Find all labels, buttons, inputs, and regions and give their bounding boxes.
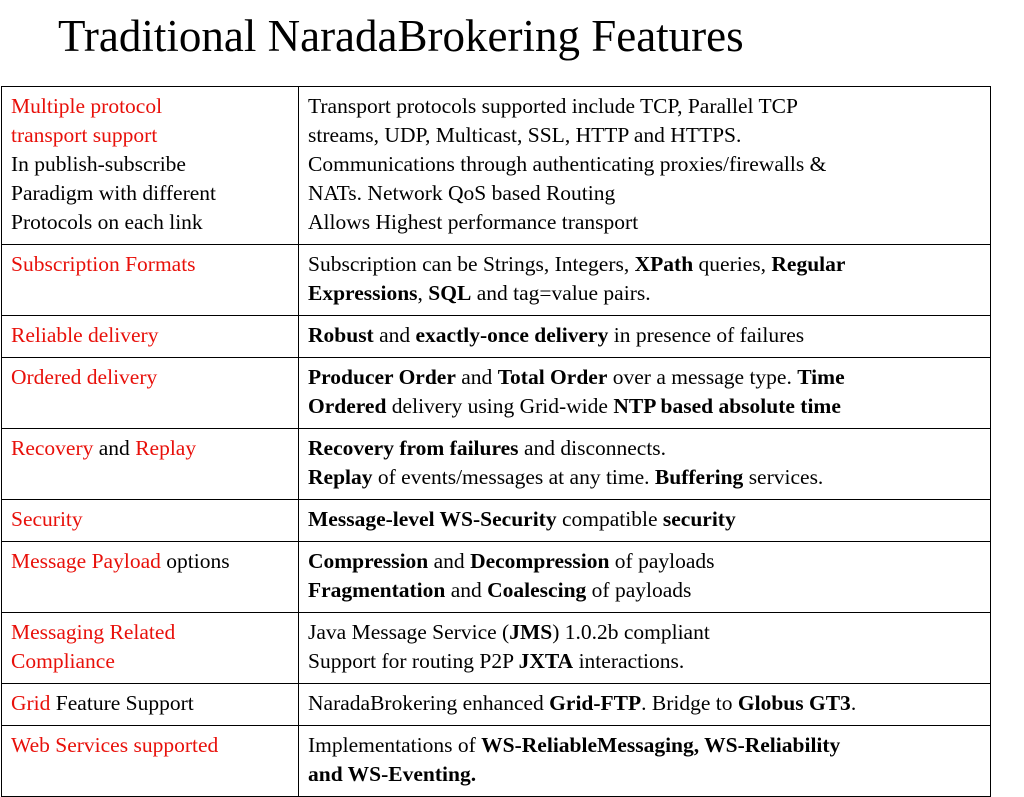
text-line	[308, 731, 981, 760]
bold-text-segment: WS-ReliableMessaging, WS-Reliability	[481, 733, 841, 757]
text-line	[11, 505, 289, 534]
text-line	[308, 121, 981, 150]
bold-text-segment: Time	[797, 365, 845, 389]
text-line	[308, 547, 981, 576]
text-line	[308, 576, 981, 605]
highlight-text-segment: Reliable delivery	[11, 323, 159, 347]
text-segment: options	[160, 549, 230, 573]
text-line	[11, 618, 289, 647]
table-row	[2, 316, 991, 358]
description-cell	[299, 726, 991, 797]
highlight-text-segment: Messaging Related	[11, 620, 176, 644]
table-row	[2, 245, 991, 316]
feature-cell	[2, 542, 299, 613]
feature-cell	[2, 684, 299, 726]
text-line	[308, 618, 981, 647]
text-segment: of payloads	[586, 578, 692, 602]
highlight-text-segment: Grid	[11, 691, 51, 715]
feature-cell	[2, 726, 299, 797]
highlight-text-segment: Compliance	[11, 649, 115, 673]
text-segment: ,	[417, 281, 429, 305]
text-segment: Support for routing P2P	[308, 649, 519, 673]
description-cell	[299, 613, 991, 684]
text-segment: services.	[743, 465, 824, 489]
text-segment: .	[850, 691, 857, 715]
text-line	[308, 434, 981, 463]
text-line	[308, 463, 981, 492]
bold-text-segment: Globus GT3	[737, 691, 851, 715]
text-segment: of events/messages at any time.	[372, 465, 655, 489]
text-segment: interactions.	[573, 649, 685, 673]
text-segment: Allows Highest performance transport	[308, 210, 639, 234]
text-segment: of payloads	[609, 549, 715, 573]
bold-text-segment: Producer Order	[308, 365, 456, 389]
text-segment: and	[445, 578, 488, 602]
text-line	[308, 279, 981, 308]
text-segment: ) 1.0.2b compliant	[552, 620, 710, 644]
features-table-body	[2, 87, 991, 797]
highlight-text-segment: Multiple protocol	[11, 94, 163, 118]
bold-text-segment: Total Order	[497, 365, 608, 389]
bold-text-segment: XPath	[634, 252, 694, 276]
text-segment: and tag=value pairs.	[471, 281, 651, 305]
text-line	[11, 208, 289, 237]
description-cell	[299, 316, 991, 358]
feature-cell	[2, 613, 299, 684]
text-line	[11, 179, 289, 208]
description-cell	[299, 429, 991, 500]
text-segment: and	[428, 549, 471, 573]
bold-text-segment: JXTA	[518, 649, 574, 673]
bold-text-segment: Robust	[308, 323, 374, 347]
text-segment: compatible	[556, 507, 663, 531]
bold-text-segment: security	[662, 507, 736, 531]
text-line	[308, 250, 981, 279]
text-line	[308, 505, 981, 534]
text-line	[11, 647, 289, 676]
highlight-text-segment: Subscription Formats	[11, 252, 196, 276]
text-line	[11, 689, 289, 718]
bold-text-segment: JMS	[509, 620, 553, 644]
text-segment: over a message type.	[607, 365, 798, 389]
text-line	[11, 150, 289, 179]
bold-text-segment: Recovery from failures	[308, 436, 519, 460]
slide-title: Traditional NaradaBrokering Features	[58, 11, 744, 61]
bold-text-segment: Fragmentation	[308, 578, 446, 602]
text-line	[308, 392, 981, 421]
highlight-text-segment: Security	[11, 507, 83, 531]
feature-cell	[2, 358, 299, 429]
text-line	[308, 179, 981, 208]
text-line	[11, 434, 289, 463]
text-segment: NATs. Network QoS based Routing	[308, 181, 616, 205]
text-segment: streams, UDP, Multicast, SSL, HTTP and HTTPS.	[308, 123, 742, 147]
text-line	[308, 363, 981, 392]
feature-cell	[2, 245, 299, 316]
text-segment: Implementations of	[308, 733, 482, 757]
bold-text-segment: and WS-Eventing.	[308, 762, 477, 786]
bold-text-segment: Decompression	[470, 549, 610, 573]
bold-text-segment: Ordered	[308, 394, 387, 418]
description-cell	[299, 684, 991, 726]
text-line	[308, 150, 981, 179]
text-segment: Java Message Service (	[308, 620, 510, 644]
feature-cell	[2, 429, 299, 500]
text-line	[11, 731, 289, 760]
text-line	[11, 250, 289, 279]
description-cell	[299, 500, 991, 542]
text-line	[308, 321, 981, 350]
text-segment: Feature Support	[50, 691, 194, 715]
bold-text-segment: exactly-once delivery	[415, 323, 609, 347]
text-segment: Subscription can be Strings, Integers,	[308, 252, 635, 276]
bold-text-segment: Compression	[308, 549, 429, 573]
table-row	[2, 358, 991, 429]
highlight-text-segment: Web Services supported	[11, 733, 219, 757]
description-cell	[299, 358, 991, 429]
description-cell	[299, 245, 991, 316]
text-line	[11, 321, 289, 350]
bold-text-segment: NTP based absolute time	[613, 394, 841, 418]
bold-text-segment: SQL	[428, 281, 472, 305]
highlight-text-segment: Message Payload	[11, 549, 161, 573]
text-line	[308, 689, 981, 718]
description-cell	[299, 542, 991, 613]
text-line	[308, 647, 981, 676]
text-line	[11, 92, 289, 121]
text-segment: queries,	[693, 252, 772, 276]
description-cell	[299, 87, 991, 245]
bold-text-segment: Expressions	[308, 281, 418, 305]
highlight-text-segment: Recovery	[11, 436, 94, 460]
text-segment: Transport protocols supported include TCP, Parallel TCP	[308, 94, 798, 118]
text-segment: and	[373, 323, 416, 347]
feature-cell	[2, 316, 299, 358]
text-line	[11, 363, 289, 392]
text-segment: and	[455, 365, 498, 389]
text-segment: Paradigm with different	[11, 181, 216, 205]
text-segment: Protocols on each link	[11, 210, 203, 234]
table-row	[2, 500, 991, 542]
feature-cell	[2, 500, 299, 542]
feature-cell	[2, 87, 299, 245]
bold-text-segment: Message-level WS-Security	[308, 507, 557, 531]
text-segment: Communications through authenticating proxies/firewalls &	[308, 152, 827, 176]
text-segment: NaradaBrokering enhanced	[308, 691, 550, 715]
bold-text-segment: Coalescing	[487, 578, 587, 602]
table-row	[2, 613, 991, 684]
text-line	[11, 121, 289, 150]
text-segment: In publish-subscribe	[11, 152, 186, 176]
text-segment: in presence of failures	[608, 323, 805, 347]
table-row	[2, 542, 991, 613]
text-line	[308, 92, 981, 121]
table-row	[2, 87, 991, 245]
bold-text-segment: Replay	[308, 465, 373, 489]
text-line	[308, 760, 981, 789]
text-segment: . Bridge to	[641, 691, 738, 715]
highlight-text-segment: Replay	[135, 436, 197, 460]
bold-text-segment: Buffering	[654, 465, 744, 489]
highlight-text-segment: transport support	[11, 123, 158, 147]
text-line	[308, 208, 981, 237]
text-segment: and disconnects.	[518, 436, 667, 460]
features-table	[1, 86, 991, 797]
bold-text-segment: Grid-FTP	[549, 691, 642, 715]
table-row	[2, 429, 991, 500]
bold-text-segment: Regular	[771, 252, 846, 276]
highlight-text-segment: Ordered delivery	[11, 365, 158, 389]
text-line	[11, 547, 289, 576]
table-row	[2, 684, 991, 726]
text-segment: and	[93, 436, 136, 460]
table-row	[2, 726, 991, 797]
text-segment: delivery using Grid-wide	[386, 394, 614, 418]
